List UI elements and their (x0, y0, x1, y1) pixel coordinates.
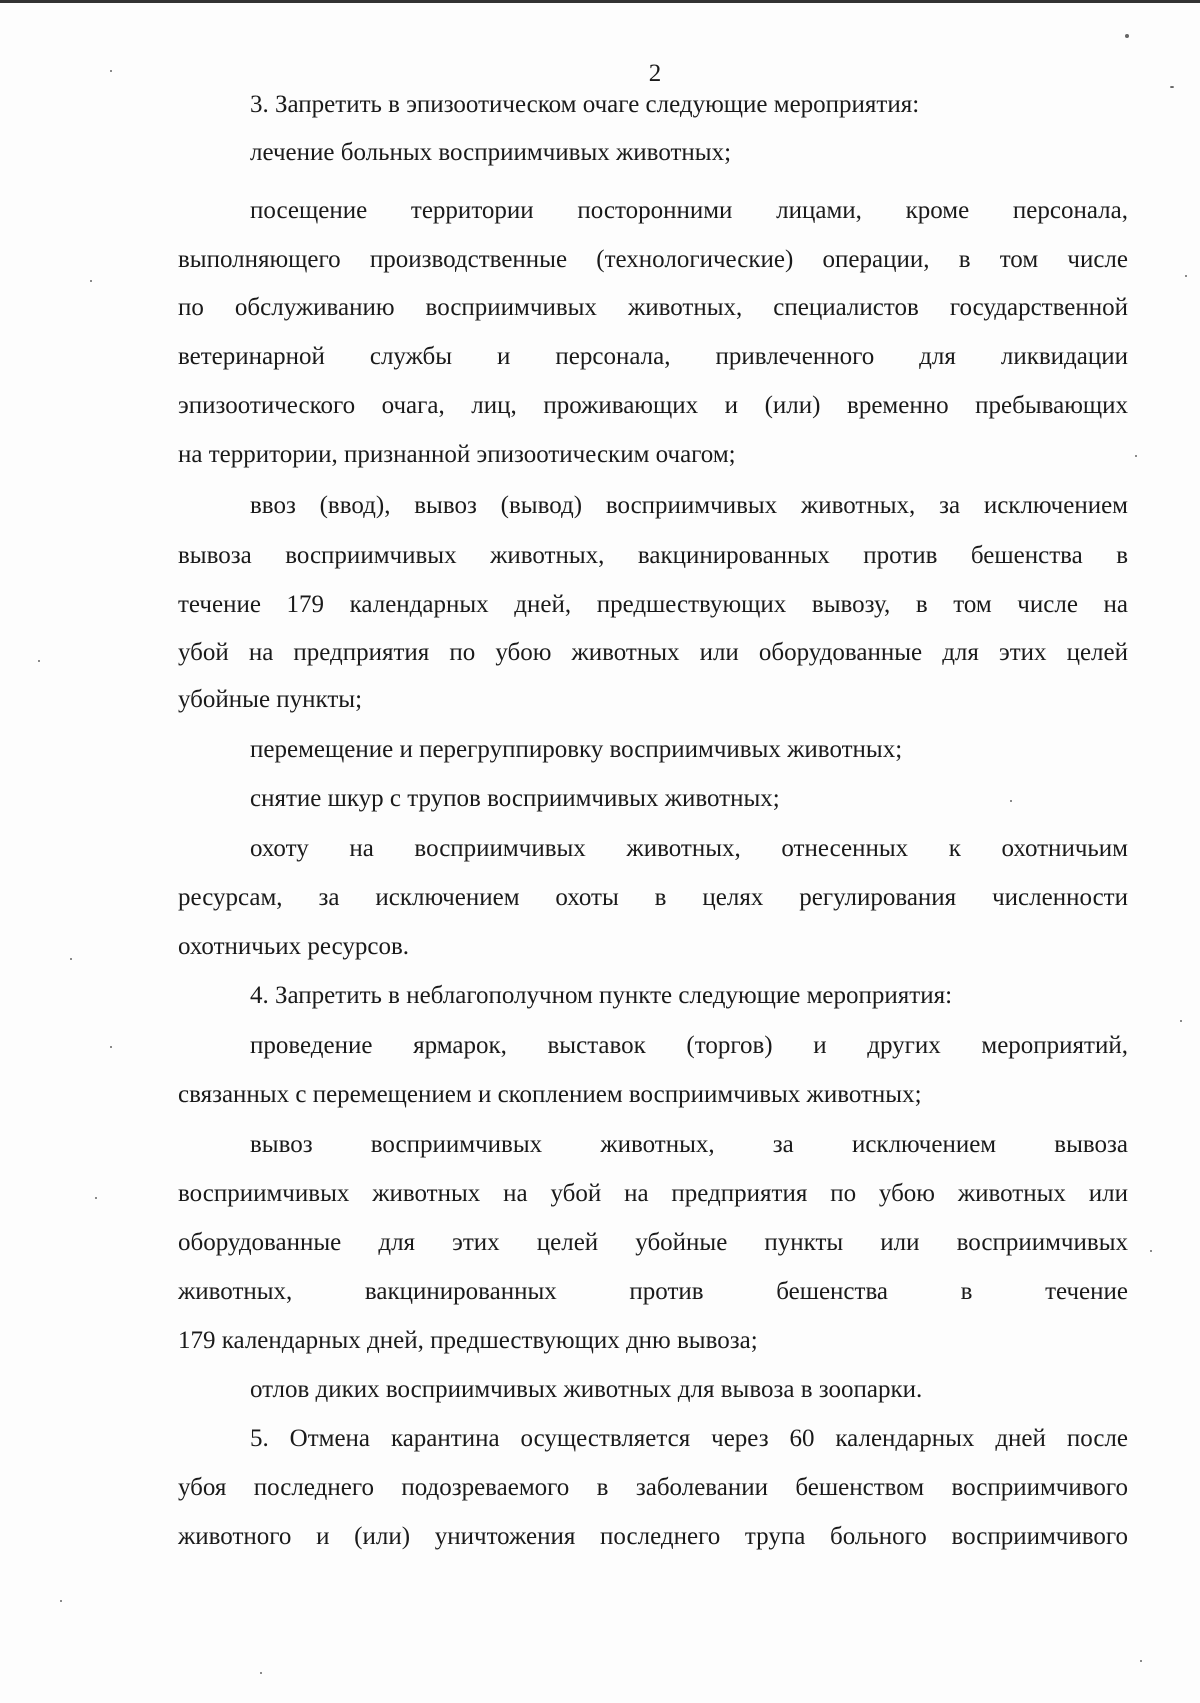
text-line: убойные пункты; (178, 686, 363, 713)
text-line: убой на предприятия по убою животных или оборудованные для этих целей (178, 639, 1128, 666)
text-line: животного и (или) уничтожения последнего трупа больного восприимчивого (178, 1523, 1128, 1550)
text-line: посещение территории посторонними лицами, кроме персонала, (250, 197, 1128, 224)
text-line: 5. Отмена карантина осуществляется через 60 календарных дней после (250, 1425, 1128, 1452)
top-border (0, 0, 1200, 3)
text-line: эпизоотического очага, лиц, проживающих и (или) временно пребывающих (178, 392, 1128, 419)
text-line: перемещение и перегруппировку восприимчивых животных; (250, 736, 903, 763)
text-line: на территории, признанной эпизоотическим очагом; (178, 441, 736, 468)
text-line: ресурсам, за исключением охоты в целях регулирования численности (178, 884, 1128, 911)
text-line: снятие шкур с трупов восприимчивых животных; (250, 785, 780, 812)
text-line: вывоз восприимчивых животных, за исключением вывоза (250, 1131, 1128, 1158)
text-line: проведение ярмарок, выставок (торгов) и других мероприятий, (250, 1032, 1128, 1059)
text-line: течение 179 календарных дней, предшествующих вывозу, в том числе на (178, 591, 1128, 618)
text-line: выполняющего производственные (технологические) операции, в том числе (178, 246, 1128, 273)
text-line: отлов диких восприимчивых животных для вывоза в зоопарки. (250, 1376, 923, 1403)
page-number: 2 (648, 60, 662, 87)
text-line: ветеринарной службы и персонала, привлеченного для ликвидации (178, 343, 1128, 370)
text-line: животных, вакцинированных против бешенства в течение (178, 1278, 1128, 1305)
text-line: по обслуживанию восприимчивых животных, специалистов государственной (178, 294, 1128, 321)
text-line: вывоза восприимчивых животных, вакцинированных против бешенства в (178, 542, 1128, 569)
text-line: охотничьих ресурсов. (178, 933, 410, 960)
text-line: связанных с перемещением и скоплением восприимчивых животных; (178, 1081, 922, 1108)
text-line: ввоз (ввод), вывоз (вывод) восприимчивых животных, за исключением (250, 492, 1128, 519)
text-line: 3. Запретить в эпизоотическом очаге следующие мероприятия: (250, 91, 920, 118)
text-line: охоту на восприимчивых животных, отнесенных к охотничьим (250, 835, 1128, 862)
text-line: 4. Запретить в неблагополучном пункте следующие мероприятия: (250, 982, 953, 1009)
text-line: лечение больных восприимчивых животных; (250, 139, 732, 166)
text-line: убоя последнего подозреваемого в заболевании бешенством восприимчивого (178, 1474, 1128, 1501)
text-line: оборудованные для этих целей убойные пункты или восприимчивых (178, 1229, 1128, 1256)
text-line: 179 календарных дней, предшествующих дню вывоза; (178, 1327, 758, 1354)
text-line: восприимчивых животных на убой на предприятия по убою животных или (178, 1180, 1128, 1207)
